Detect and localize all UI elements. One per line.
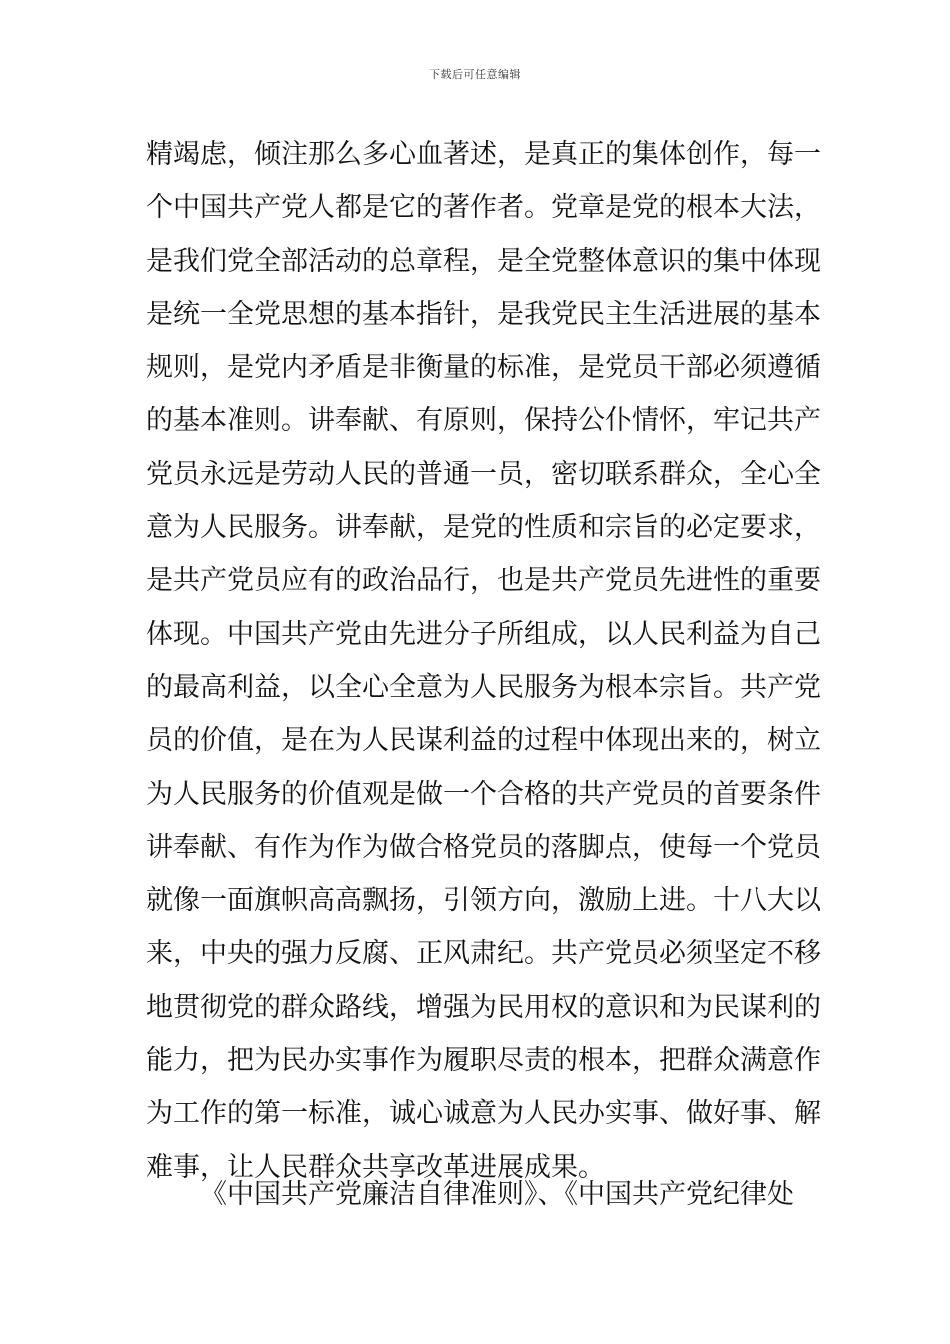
text-line: 为人民服务的价值观是做一个合格的共产党员的首要条件 <box>146 778 821 810</box>
text-line: 是共产党员应有的政治品行，也是共产党员先进性的重要 <box>146 565 821 597</box>
paragraph-next <box>146 1168 806 1221</box>
text-line: 就像一面旗帜高高飘扬，引领方向，激励上进。十八大以 <box>146 885 821 917</box>
text-line: 讲奉献、有作为作为做合格党员的落脚点，使每一个党员 <box>146 831 821 863</box>
paragraph-main <box>146 128 821 1194</box>
text-line: 的基本准则。讲奉献、有原则，保持公仆情怀，牢记共产 <box>146 405 821 437</box>
text-line: 《中国共产党廉洁自律准则》、《中国共产党纪律处 <box>200 1179 794 1210</box>
text-line: 的最高利益，以全心全意为人民服务为根本宗旨。共产党 <box>146 671 821 703</box>
text-line: 地贯彻党的群众路线，增强为民用权的意识和为民谋利的 <box>146 991 821 1023</box>
page-header-note: 下载后可任意编辑 <box>429 68 521 81</box>
text-line: 意为人民服务。讲奉献，是党的性质和宗旨的必定要求， <box>146 512 821 544</box>
text-line: 能力，把为民办实事作为履职尽责的根本，把群众满意作 <box>146 1045 821 1077</box>
text-line: 精竭虑，倾注那么多心血著述，是真正的集体创作，每一 <box>146 139 821 170</box>
text-line: 规则，是党内矛盾是非衡量的标准，是党员干部必须遵循 <box>146 352 821 384</box>
text-line: 为工作的第一标准，诚心诚意为人民办实事、做好事、解 <box>146 1098 821 1130</box>
text-line: 难事，让人民群众共享改革进展成果。 <box>146 1151 605 1183</box>
text-line: 是我们党全部活动的总章程，是全党整体意识的集中体现 <box>146 245 821 277</box>
text-line: 员的价值，是在为人民谋利益的过程中体现出来的，树立 <box>146 725 821 757</box>
text-line: 是统一全党思想的基本指针，是我党民主生活进展的基本 <box>146 298 821 330</box>
text-line: 个中国共产党人都是它的著作者。党章是党的根本大法， <box>146 192 821 224</box>
text-line: 来，中央的强力反腐、正风肃纪。共产党员必须坚定不移 <box>146 938 821 970</box>
text-line: 体现。中国共产党由先进分子所组成，以人民利益为自己 <box>146 618 821 650</box>
text-line: 党员永远是劳动人民的普通一员，密切联系群众，全心全 <box>146 458 821 490</box>
